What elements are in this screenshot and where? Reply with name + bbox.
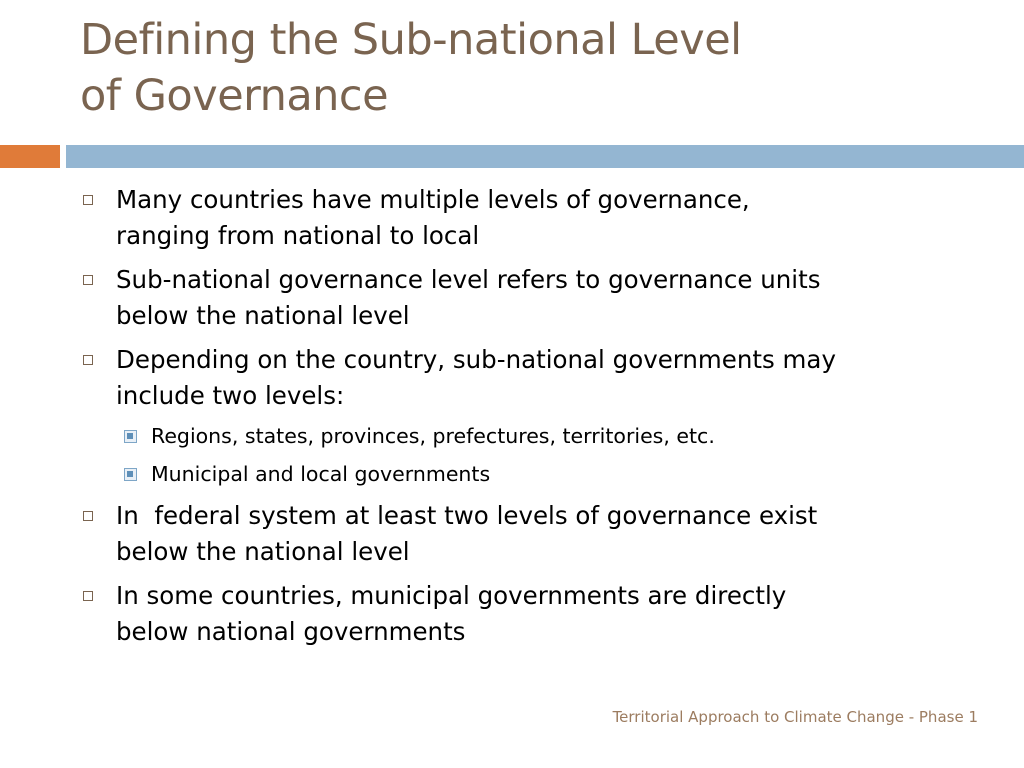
- bullet-item-5: [80, 578, 980, 650]
- bullet-item-3-line-2: include two levels:: [116, 381, 345, 410]
- hollow-square-icon: [83, 195, 93, 205]
- bullet-item-4: [80, 498, 980, 570]
- bullet-item-2-line-2: below the national level: [116, 301, 410, 330]
- hollow-square-icon: [83, 591, 93, 601]
- bullet-item-5-line-1: In some countries, municipal governments are directly: [116, 581, 787, 610]
- filled-square-icon: [124, 468, 137, 481]
- hollow-square-icon: [83, 275, 93, 285]
- bullet-item-1-line-2: ranging from national to local: [116, 221, 480, 250]
- bullet-item-5-line-2: below national governments: [116, 617, 466, 646]
- hollow-square-icon: [83, 511, 93, 521]
- sub-bullet-item-2: [80, 459, 980, 489]
- sub-bullet-item-1-text: Regions, states, provinces, prefectures, territories, etc.: [151, 424, 715, 448]
- accent-bar-blue: [66, 145, 1024, 168]
- accent-bar-orange: [0, 145, 60, 168]
- bullet-item-1-line-1: Many countries have multiple levels of governance,: [116, 185, 750, 214]
- bullet-item-1: [80, 182, 980, 254]
- hollow-square-icon: [83, 355, 93, 365]
- slide-title: [80, 12, 980, 124]
- slide-footer: Territorial Approach to Climate Change - Phase 1: [612, 708, 978, 726]
- filled-square-icon: [124, 430, 137, 443]
- title-line-2: of Governance: [80, 71, 389, 121]
- title-line-1: Defining the Sub-national Level: [80, 15, 742, 65]
- sub-bullet-item-1: [80, 421, 980, 451]
- sub-bullet-item-2-text: Municipal and local governments: [151, 462, 491, 486]
- bullet-item-2: [80, 262, 980, 334]
- bullet-item-4-line-1: In federal system at least two levels of governance exist: [116, 501, 818, 530]
- bullet-list: [80, 182, 980, 658]
- bullet-item-3: [80, 342, 980, 414]
- bullet-item-4-line-2: below the national level: [116, 537, 410, 566]
- bullet-item-3-line-1: Depending on the country, sub-national governments may: [116, 345, 836, 374]
- bullet-item-2-line-1: Sub-national governance level refers to governance units: [116, 265, 821, 294]
